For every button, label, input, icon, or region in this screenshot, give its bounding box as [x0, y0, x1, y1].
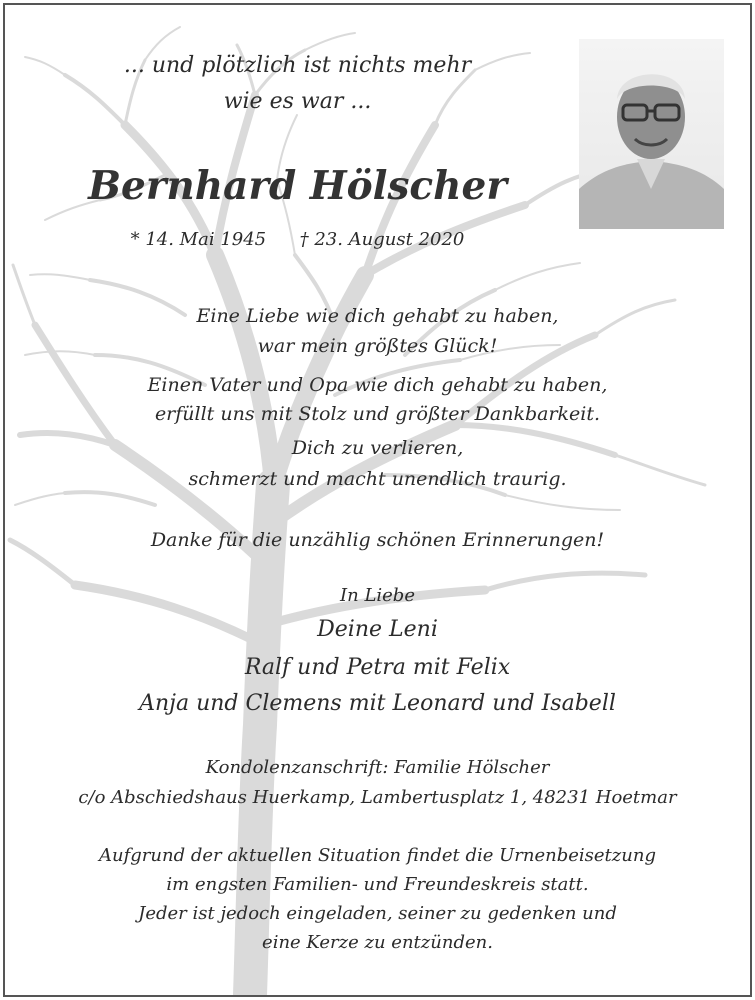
verse-line: Dich zu verlieren,: [291, 437, 464, 459]
verse-line: schmerzt und macht unendlich traurig.: [188, 468, 567, 490]
verse-line: Eine Liebe wie dich gehabt zu haben,: [196, 305, 559, 327]
deceased-name: Bernhard Hölscher: [88, 163, 507, 209]
condolence-address: c/o Abschiedshaus Huerkamp, Lambertusplatz 1, 48231 Hoetmar: [78, 787, 677, 808]
birth-date: * 14. Mai 1945: [130, 229, 267, 250]
verse-line: war mein größtes Glück!: [257, 335, 498, 357]
family-line: Deine Leni: [317, 617, 438, 642]
life-dates: [45, 229, 550, 250]
in-love-label: In Liebe: [340, 585, 415, 606]
thanks-line: Danke für die unzählig schönen Erinnerungen!: [150, 529, 605, 551]
verse-line: Einen Vater und Opa wie dich gehabt zu haben,: [147, 374, 608, 396]
death-date: † 23. August 2020: [299, 229, 465, 250]
obituary-card: [3, 3, 752, 997]
portrait-photo: [579, 39, 724, 229]
family-line: Anja und Clemens mit Leonard und Isabell: [139, 691, 616, 716]
intro-line-1: ... und plötzlich ist nichts mehr: [123, 53, 472, 78]
family-line: Ralf und Petra mit Felix: [244, 655, 511, 680]
verse-line: erfüllt uns mit Stolz und größter Dankbarkeit.: [154, 403, 601, 425]
notice-line: Aufgrund der aktuellen Situation findet die Urnenbeisetzung: [99, 845, 656, 866]
notice-line: Jeder ist jedoch eingeladen, seiner zu gedenken und: [138, 903, 617, 924]
condolence-line: Kondolenzanschrift: Familie Hölscher: [205, 757, 550, 778]
notice-line: eine Kerze zu entzünden.: [262, 932, 493, 953]
intro-line-2: wie es war ...: [223, 89, 372, 114]
notice-line: im engsten Familien- und Freundeskreis statt.: [166, 874, 589, 895]
